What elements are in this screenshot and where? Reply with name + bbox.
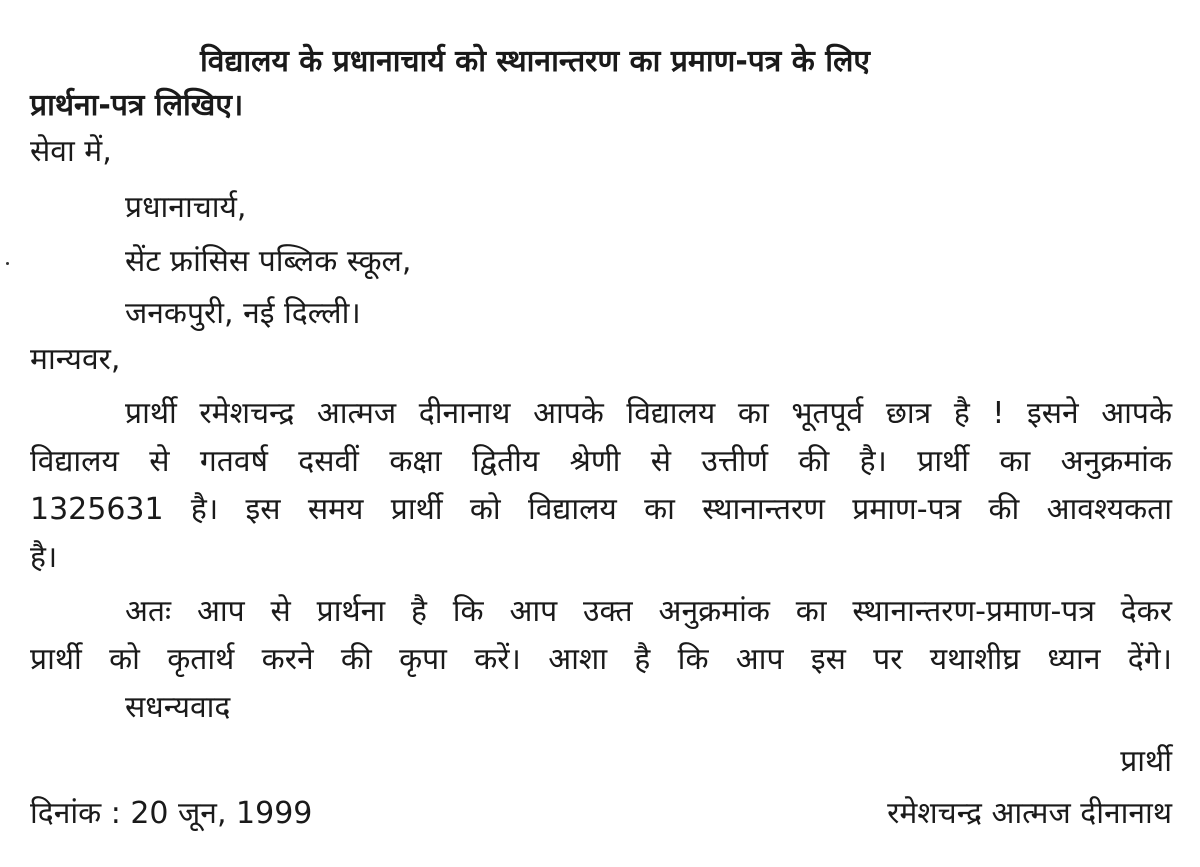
paragraph2-line-1: अतः आप से प्रार्थना है कि आप उक्त अनुक्रमांक का स्थानान्तरण-प्रमाण-पत्र देकर [125, 594, 1172, 629]
title-line-2: प्रार्थना-पत्र लिखिए। [30, 88, 244, 123]
footer-row [30, 792, 1172, 836]
thanks: सधन्यवाद [125, 690, 231, 725]
greeting: मान्यवर, [30, 342, 121, 377]
signature-label: प्रार्थी [1120, 744, 1172, 779]
title-line-1: विद्यालय के प्रधानाचार्य को स्थानान्तरण का प्रमाण-पत्र के लिए [200, 44, 870, 79]
paragraph1-line-4: है। [30, 540, 58, 575]
date: दिनांक : 20 जून, 1999 [30, 796, 313, 831]
paragraph1-line-3: 1325631 है। इस समय प्रार्थी को विद्यालय का स्थानान्तरण प्रमाण-पत्र की आवश्यकता [30, 492, 1172, 527]
salutation-to: सेवा में, [30, 134, 112, 169]
address-line-1: प्रधानाचार्य, [125, 190, 247, 225]
paragraph2-line-2: प्रार्थी को कृतार्थ करने की कृपा करें। आशा है कि आप इस पर यथाशीघ्र ध्यान देंगे। [30, 642, 1172, 677]
paragraph1-line-1: प्रार्थी रमेशचन्द्र आत्मज दीनानाथ आपके विद्यालय का भूतपूर्व छात्र है ! इसने आपके [125, 396, 1172, 431]
signature-name: रमेशचन्द्र आत्मज दीनानाथ [887, 796, 1172, 831]
address-line-2: सेंट फ्रांसिस पब्लिक स्कूल, [125, 244, 412, 279]
paragraph1-line-2: विद्यालय से गतवर्ष दसवीं कक्षा द्वितीय श्रेणी से उत्तीर्ण की है। प्रार्थी का अनुक्रमांक [30, 444, 1172, 479]
address-line-3: जनकपुरी, नई दिल्ली। [125, 296, 361, 331]
stray-dot [6, 262, 9, 265]
